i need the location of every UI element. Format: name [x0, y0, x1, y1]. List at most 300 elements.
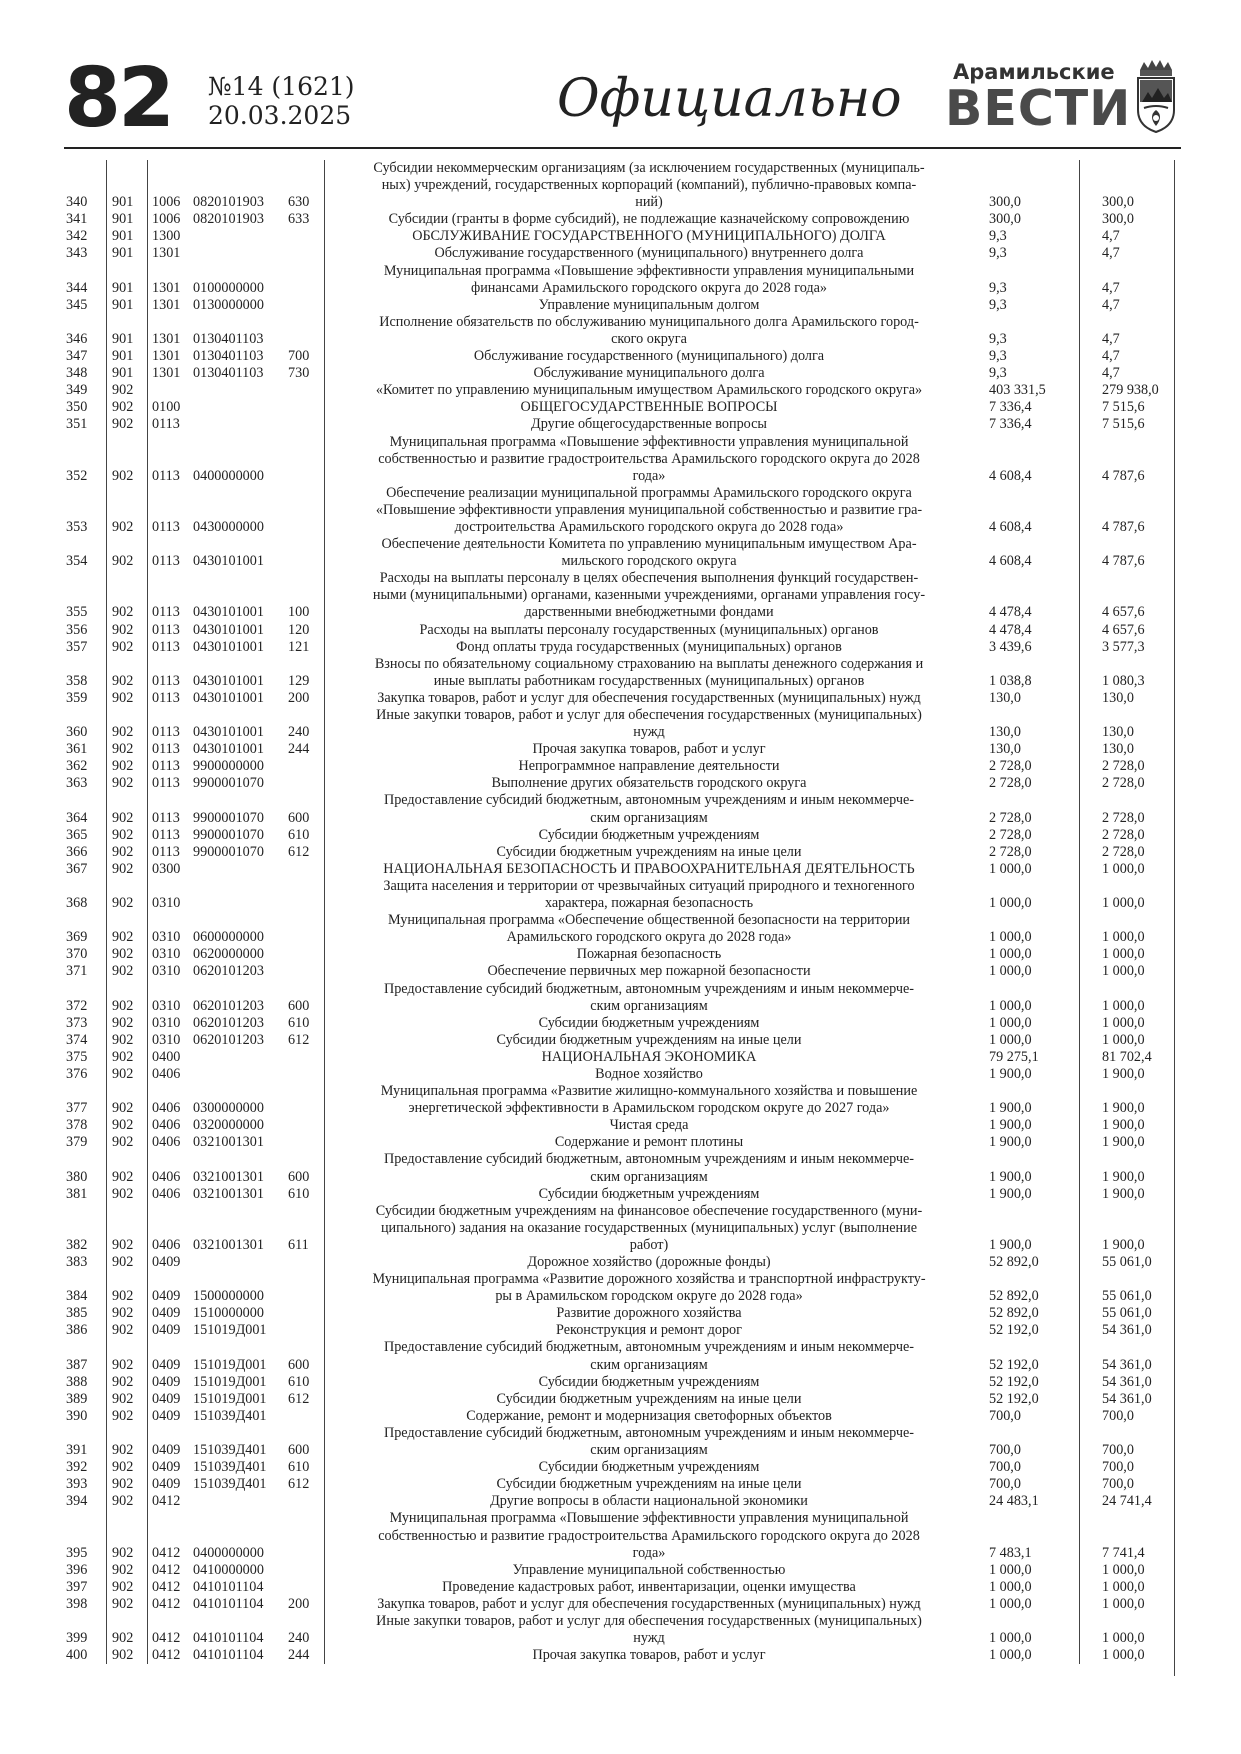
expense-type-code: [288, 245, 325, 262]
table-row: [64, 1596, 1181, 1613]
row-number: 375: [64, 1049, 107, 1066]
amount-year-1: 7 336,4: [973, 399, 1080, 416]
expense-type-code: 200: [288, 690, 325, 707]
row-number: 378: [64, 1117, 107, 1134]
expense-type-code: [288, 1254, 325, 1271]
grbs-code: 902: [107, 1408, 148, 1425]
amount-year-1: 24 483,1: [973, 1493, 1080, 1510]
amount-year-2: 2 728,0: [1102, 775, 1145, 792]
section-code: 0300: [152, 860, 181, 877]
grbs-code: 902: [107, 485, 148, 536]
row-number: 345: [64, 297, 107, 314]
amount-year-1: 300,0: [973, 160, 1080, 211]
section-code: 1006: [152, 211, 181, 228]
amount-year-2: 300,0: [1102, 194, 1134, 211]
amount-year-2: 2 728,0: [1102, 758, 1145, 775]
item-name: Муниципальная программа «Развитие жилищно-коммунального хозяйства и повышение энергетической эффективности в Арамильском городском округе до 2027 года»: [380, 1083, 918, 1117]
table-row: [64, 1476, 1181, 1493]
expense-type-code: [288, 912, 325, 946]
target-article-code: 0430101001: [193, 689, 264, 706]
grbs-code: 902: [107, 1647, 148, 1664]
table-row: [64, 1271, 1181, 1305]
amount-year-1: 1 000,0: [973, 1596, 1080, 1613]
expense-type-code: [288, 1066, 325, 1083]
amount-year-1: 2 728,0: [973, 792, 1080, 826]
amount-year-2: 700,0: [1102, 1407, 1134, 1424]
grbs-code: 902: [107, 1425, 148, 1459]
table-row: [64, 485, 1181, 536]
expense-type-code: [288, 314, 325, 348]
table-row: [64, 1049, 1181, 1066]
amount-year-1: 4 608,4: [973, 485, 1080, 536]
amount-year-2: 1 900,0: [1102, 1065, 1145, 1082]
amount-year-1: 52 192,0: [973, 1339, 1080, 1373]
grbs-code: 901: [107, 245, 148, 262]
amount-year-1: 7 483,1: [973, 1510, 1080, 1561]
grbs-code: 902: [107, 1134, 148, 1151]
target-article-code: 0620101203: [193, 997, 264, 1014]
target-article-code: 0410000000: [193, 1561, 264, 1578]
amount-year-2: 700,0: [1102, 1459, 1134, 1476]
target-article-code: 151019Д001: [193, 1390, 267, 1407]
logo-main-text: ВЕСТИ: [945, 80, 1132, 137]
grbs-code: 902: [107, 1083, 148, 1117]
item-name: НАЦИОНАЛЬНАЯ ЭКОНОМИКА: [541, 1048, 757, 1065]
coat-of-arms-icon: [1134, 58, 1178, 134]
table-row: [64, 1579, 1181, 1596]
amount-year-2: 279 938,0: [1102, 382, 1159, 399]
row-number: 351: [64, 416, 107, 433]
target-article-code: [193, 861, 288, 878]
item-name: Субсидии бюджетным учреждениям на иные цели: [496, 843, 802, 860]
issue-info: [208, 72, 355, 130]
grbs-code: 902: [107, 382, 148, 399]
target-article-code: 1500000000: [193, 1288, 264, 1305]
item-name: Дорожное хозяйство (дорожные фонды): [527, 1254, 771, 1270]
amount-year-2: 54 361,0: [1102, 1390, 1152, 1407]
item-name: Муниципальная программа «Повышение эффективности управления муниципальной собственностью и развитие градостроительства Арамильского городского округа до 2028 года»: [378, 1510, 920, 1561]
amount-year-1: 1 000,0: [973, 1647, 1080, 1664]
section-code: 0113: [152, 741, 180, 758]
expense-type-code: [288, 1049, 325, 1066]
grbs-code: 901: [107, 228, 148, 245]
section-code: 0113: [152, 809, 180, 826]
grbs-code: 902: [107, 963, 148, 980]
row-number: 380: [64, 1151, 107, 1185]
row-number: 352: [64, 434, 107, 485]
target-article-code: 0430101001: [193, 724, 264, 741]
item-name: Закупка товаров, работ и услуг для обеспечения государственных (муниципальных) нужд: [377, 689, 921, 706]
expense-type-code: 612: [288, 1476, 325, 1493]
target-article-code: 0130401103: [193, 348, 264, 365]
row-number: 377: [64, 1083, 107, 1117]
amount-year-2: 1 000,0: [1102, 1561, 1145, 1578]
target-article-code: 0620000000: [193, 946, 264, 963]
item-name: Предоставление субсидий бюджетным, автономным учреждениям и иным некоммерче- ским организациям: [383, 1151, 915, 1185]
amount-year-2: 1 900,0: [1102, 1134, 1145, 1151]
grbs-code: 902: [107, 844, 148, 861]
table-row: [64, 228, 1181, 245]
amount-year-1: 700,0: [973, 1425, 1080, 1459]
target-article-code: 0130000000: [193, 296, 264, 313]
amount-year-2: 1 000,0: [1102, 1014, 1145, 1031]
section-code: 0409: [152, 1356, 181, 1373]
item-name: Субсидии бюджетным учреждениям: [538, 1459, 760, 1476]
amount-year-2: 4,7: [1102, 228, 1120, 245]
amount-year-1: 1 000,0: [973, 1613, 1080, 1647]
amount-year-2: 1 900,0: [1102, 1185, 1145, 1202]
grbs-code: 902: [107, 1271, 148, 1305]
target-article-code: 0400000000: [193, 467, 264, 484]
item-name: Пожарная безопасность: [576, 946, 722, 963]
row-number: 366: [64, 844, 107, 861]
item-name: Управление муниципальной собственностью: [512, 1561, 786, 1578]
table-row: [64, 878, 1181, 912]
amount-year-1: 79 275,1: [973, 1049, 1080, 1066]
row-number: 390: [64, 1408, 107, 1425]
row-number: 364: [64, 792, 107, 826]
target-article-code: 151039Д401: [193, 1407, 267, 1424]
section-code: 0412: [152, 1544, 181, 1561]
row-number: 349: [64, 382, 107, 399]
table-row: [64, 1459, 1181, 1476]
expense-type-code: [288, 399, 325, 416]
target-article-code: 0430101001: [193, 553, 264, 570]
grbs-code: 902: [107, 1374, 148, 1391]
row-number: 395: [64, 1510, 107, 1561]
item-name: ОБСЛУЖИВАНИЕ ГОСУДАРСТВЕННОГО (МУНИЦИПАЛЬНОГО) ДОЛГА: [412, 228, 886, 245]
table-row: [64, 758, 1181, 775]
amount-year-1: 1 900,0: [973, 1066, 1080, 1083]
amount-year-2: 300,0: [1102, 211, 1134, 228]
grbs-code: 902: [107, 758, 148, 775]
row-number: 361: [64, 741, 107, 758]
row-number: 357: [64, 639, 107, 656]
target-article-code: [193, 1254, 288, 1271]
expense-type-code: [288, 775, 325, 792]
target-article-code: [193, 416, 288, 433]
amount-year-1: 1 900,0: [973, 1203, 1080, 1254]
item-name: Субсидии бюджетным учреждениям: [538, 1373, 760, 1390]
row-number: 355: [64, 570, 107, 621]
grbs-code: 901: [107, 348, 148, 365]
expense-type-code: [288, 1083, 325, 1117]
target-article-code: 0430101001: [193, 638, 264, 655]
target-article-code: 151019Д001: [193, 1356, 267, 1373]
amount-year-1: 1 038,8: [973, 656, 1080, 690]
expense-type-code: 633: [288, 211, 325, 228]
expense-type-code: 612: [288, 844, 325, 861]
row-number: 367: [64, 861, 107, 878]
amount-year-2: 54 361,0: [1102, 1373, 1152, 1390]
grbs-code: 902: [107, 1117, 148, 1134]
grbs-code: 902: [107, 1066, 148, 1083]
item-name: Содержание и ремонт плотины: [554, 1134, 744, 1151]
section-code: 1006: [152, 194, 181, 211]
target-article-code: 0321001301: [193, 1134, 264, 1151]
item-name: Обеспечение реализации муниципальной программы Арамильского городского округа «Повышение эффективности управления муниципальной собственностью и развитие гра- достроительства Арамильского городского округа до 2028 года»: [375, 484, 923, 535]
section-code: 0113: [152, 775, 180, 792]
item-name: Муниципальная программа «Обеспечение общественной безопасности на территории Арамильского городского округа до 2028 года»: [387, 912, 911, 946]
amount-year-2: 130,0: [1102, 724, 1134, 741]
target-article-code: 0430101001: [193, 621, 264, 638]
page-number: 82: [64, 51, 173, 146]
table-row: [64, 1510, 1181, 1561]
expense-type-code: 240: [288, 1613, 325, 1647]
grbs-code: 901: [107, 297, 148, 314]
row-number: 365: [64, 827, 107, 844]
amount-year-1: 9,3: [973, 245, 1080, 262]
grbs-code: 902: [107, 981, 148, 1015]
table-row: [64, 263, 1181, 297]
item-name: «Комитет по управлению муниципальным имуществом Арамильского городского округа»: [375, 382, 923, 399]
section-code: 0113: [152, 826, 180, 843]
table-row: [64, 399, 1181, 416]
row-number: 393: [64, 1476, 107, 1493]
item-name: Закупка товаров, работ и услуг для обеспечения государственных (муниципальных) нужд: [377, 1595, 921, 1612]
table-row: [64, 536, 1181, 570]
expense-type-code: 610: [288, 1015, 325, 1032]
grbs-code: 902: [107, 1203, 148, 1254]
expense-type-code: [288, 1117, 325, 1134]
row-number: 340: [64, 160, 107, 211]
row-number: 381: [64, 1186, 107, 1203]
section-code: 0409: [152, 1442, 181, 1459]
amount-year-1: 700,0: [973, 1459, 1080, 1476]
table-row: [64, 314, 1181, 348]
row-number: 398: [64, 1596, 107, 1613]
grbs-code: 902: [107, 707, 148, 741]
row-number: 382: [64, 1203, 107, 1254]
grbs-code: 901: [107, 365, 148, 382]
grbs-code: 902: [107, 946, 148, 963]
target-article-code: 9900001070: [193, 775, 264, 792]
expense-type-code: [288, 946, 325, 963]
item-name: ОБЩЕГОСУДАРСТВЕННЫЕ ВОПРОСЫ: [520, 399, 778, 416]
row-number: 384: [64, 1271, 107, 1305]
target-article-code: 0410101104: [193, 1647, 264, 1664]
item-name: Муниципальная программа «Повышение эффективности управления муниципальной собственностью и развитие градостроительства Арамильского городского округа до 2028 года»: [378, 433, 920, 484]
target-article-code: [193, 399, 288, 416]
row-number: 343: [64, 245, 107, 262]
amount-year-2: 700,0: [1102, 1476, 1134, 1493]
item-name: Прочая закупка товаров, работ и услуг: [532, 1647, 766, 1664]
section-code: 0310: [152, 946, 181, 963]
row-number: 363: [64, 775, 107, 792]
target-article-code: 0600000000: [193, 929, 264, 946]
row-number: 344: [64, 263, 107, 297]
table-row: [64, 1339, 1181, 1373]
row-number: 386: [64, 1322, 107, 1339]
table-row: [64, 1151, 1181, 1185]
target-article-code: 151039Д401: [193, 1442, 267, 1459]
budget-table: [64, 160, 1181, 1664]
row-number: 396: [64, 1562, 107, 1579]
section-code: 0113: [152, 416, 180, 433]
item-name: Непрограммное направление деятельности: [518, 758, 780, 775]
grbs-code: 902: [107, 434, 148, 485]
expense-type-code: 120: [288, 622, 325, 639]
amount-year-1: 52 192,0: [973, 1374, 1080, 1391]
amount-year-2: 130,0: [1102, 741, 1134, 758]
item-name: Защита населения и территории от чрезвычайных ситуаций природного и техногенного характера, пожарная безопасность: [383, 877, 915, 912]
target-article-code: 9900001070: [193, 826, 264, 843]
amount-year-1: 1 900,0: [973, 1186, 1080, 1203]
target-article-code: 0430101001: [193, 604, 264, 621]
target-article-code: 0410101104: [193, 1630, 264, 1647]
grbs-code: 902: [107, 1049, 148, 1066]
section-code: 0310: [152, 1031, 181, 1048]
amount-year-2: 4,7: [1102, 330, 1120, 347]
section-code: 0409: [152, 1390, 181, 1407]
expense-type-code: [288, 1562, 325, 1579]
amount-year-2: 1 080,3: [1102, 672, 1145, 689]
target-article-code: [193, 382, 288, 399]
grbs-code: 902: [107, 1613, 148, 1647]
grbs-code: 902: [107, 570, 148, 621]
amount-year-1: 52 892,0: [973, 1271, 1080, 1305]
section-code: 0412: [152, 1561, 181, 1578]
table-row: [64, 416, 1181, 433]
expense-type-code: 700: [288, 348, 325, 365]
grbs-code: 902: [107, 1186, 148, 1203]
grbs-code: 902: [107, 1459, 148, 1476]
target-article-code: 1510000000: [193, 1305, 264, 1322]
amount-year-2: 4 787,6: [1102, 553, 1145, 570]
grbs-code: 902: [107, 861, 148, 878]
section-code: 0409: [152, 1459, 181, 1476]
section-title: Официально: [557, 69, 902, 129]
section-code: 0113: [152, 553, 180, 570]
item-name: Чистая среда: [609, 1117, 689, 1134]
expense-type-code: 610: [288, 1186, 325, 1203]
amount-year-2: 4,7: [1102, 348, 1120, 365]
amount-year-2: 1 000,0: [1102, 1630, 1145, 1647]
amount-year-1: 1 000,0: [973, 1579, 1080, 1596]
target-article-code: 0430101001: [193, 672, 264, 689]
section-code: 0406: [152, 1117, 181, 1134]
amount-year-1: 4 608,4: [973, 536, 1080, 570]
target-article-code: 0620101203: [193, 963, 264, 980]
target-article-code: 0620101203: [193, 1031, 264, 1048]
expense-type-code: 600: [288, 1151, 325, 1185]
amount-year-2: 1 000,0: [1102, 929, 1145, 946]
row-number: 354: [64, 536, 107, 570]
target-article-code: [193, 878, 288, 912]
table-row: [64, 245, 1181, 262]
amount-year-1: 52 192,0: [973, 1391, 1080, 1408]
amount-year-1: 2 728,0: [973, 844, 1080, 861]
row-number: 391: [64, 1425, 107, 1459]
table-row: [64, 1134, 1181, 1151]
amount-year-1: 700,0: [973, 1408, 1080, 1425]
amount-year-2: 1 000,0: [1102, 1647, 1145, 1664]
table-row: [64, 741, 1181, 758]
table-row: [64, 1186, 1181, 1203]
section-code: 0406: [152, 1100, 181, 1117]
target-article-code: 0100000000: [193, 279, 264, 296]
amount-year-1: 1 900,0: [973, 1117, 1080, 1134]
item-name: Обеспечение первичных мер пожарной безопасности: [487, 963, 811, 980]
item-name: Обеспечение деятельности Комитета по управлению муниципальным имуществом Ара- мильского городского округа: [381, 536, 917, 570]
section-code: 0409: [152, 1373, 181, 1390]
row-number: 341: [64, 211, 107, 228]
grbs-code: 902: [107, 1015, 148, 1032]
amount-year-1: 9,3: [973, 348, 1080, 365]
grbs-code: 902: [107, 792, 148, 826]
amount-year-2: 4,7: [1102, 365, 1120, 382]
section-code: [148, 382, 193, 399]
amount-year-2: 54 361,0: [1102, 1356, 1152, 1373]
amount-year-1: 1 000,0: [973, 981, 1080, 1015]
section-code: 0113: [152, 843, 180, 860]
target-article-code: 0410101104: [193, 1578, 264, 1595]
target-article-code: 9900001070: [193, 809, 264, 826]
item-name: Взносы по обязательному социальному страхованию на выплаты денежного содержания и иные выплаты работникам государственных (муниципальных) органов: [374, 655, 924, 689]
grbs-code: 902: [107, 1032, 148, 1049]
item-name: Исполнение обязательств по обслуживанию муниципального долга Арамильского город- ского округа: [379, 313, 919, 347]
amount-year-2: 4 787,6: [1102, 518, 1145, 535]
section-code: 0113: [152, 518, 180, 535]
target-article-code: 0820101903: [193, 211, 264, 228]
item-name: Предоставление субсидий бюджетным, автономным учреждениям и иным некоммерче- ским организациям: [383, 1339, 915, 1373]
section-code: 0310: [152, 929, 181, 946]
expense-type-code: 244: [288, 741, 325, 758]
row-number: 369: [64, 912, 107, 946]
table-row: [64, 707, 1181, 741]
page-header: [64, 51, 1181, 146]
item-name: Управление муниципальным долгом: [538, 296, 760, 313]
amount-year-1: 1 900,0: [973, 1134, 1080, 1151]
table-row: [64, 365, 1181, 382]
amount-year-1: 1 000,0: [973, 912, 1080, 946]
amount-year-2: 1 000,0: [1102, 1578, 1145, 1595]
table-row: [64, 1562, 1181, 1579]
table-row: [64, 211, 1181, 228]
amount-year-1: 130,0: [973, 707, 1080, 741]
section-code: 0100: [152, 399, 181, 416]
amount-year-2: 1 000,0: [1102, 963, 1145, 980]
grbs-code: 902: [107, 416, 148, 433]
section-code: 0310: [152, 895, 181, 912]
table-row: [64, 690, 1181, 707]
item-name: Предоставление субсидий бюджетным, автономным учреждениям и иным некоммерче- ским организациям: [383, 1424, 915, 1459]
target-article-code: 0430000000: [193, 518, 264, 535]
item-name: Расходы на выплаты персоналу в целях обеспечения выполнения функций государствен- ными (муниципальными) органами, казенными учреждениями, органами управления госу- дарственными внебюджетными фондами: [372, 570, 926, 621]
amount-year-1: 9,3: [973, 228, 1080, 245]
section-code: 0406: [152, 1065, 181, 1082]
table-row: [64, 861, 1181, 878]
expense-type-code: [288, 228, 325, 245]
row-number: 347: [64, 348, 107, 365]
amount-year-2: 2 728,0: [1102, 826, 1145, 843]
expense-type-code: 630: [288, 160, 325, 211]
expense-type-code: 121: [288, 639, 325, 656]
amount-year-1: 2 728,0: [973, 758, 1080, 775]
grbs-code: 902: [107, 775, 148, 792]
row-number: 370: [64, 946, 107, 963]
amount-year-2: 1 000,0: [1102, 997, 1145, 1014]
amount-year-2: 1 900,0: [1102, 1100, 1145, 1117]
grbs-code: 902: [107, 1510, 148, 1561]
table-row: [64, 1408, 1181, 1425]
target-article-code: [193, 1066, 288, 1083]
amount-year-2: 7 741,4: [1102, 1544, 1145, 1561]
table-row: [64, 844, 1181, 861]
expense-type-code: [288, 382, 325, 399]
section-code: 0409: [152, 1305, 181, 1322]
expense-type-code: 611: [288, 1203, 325, 1254]
